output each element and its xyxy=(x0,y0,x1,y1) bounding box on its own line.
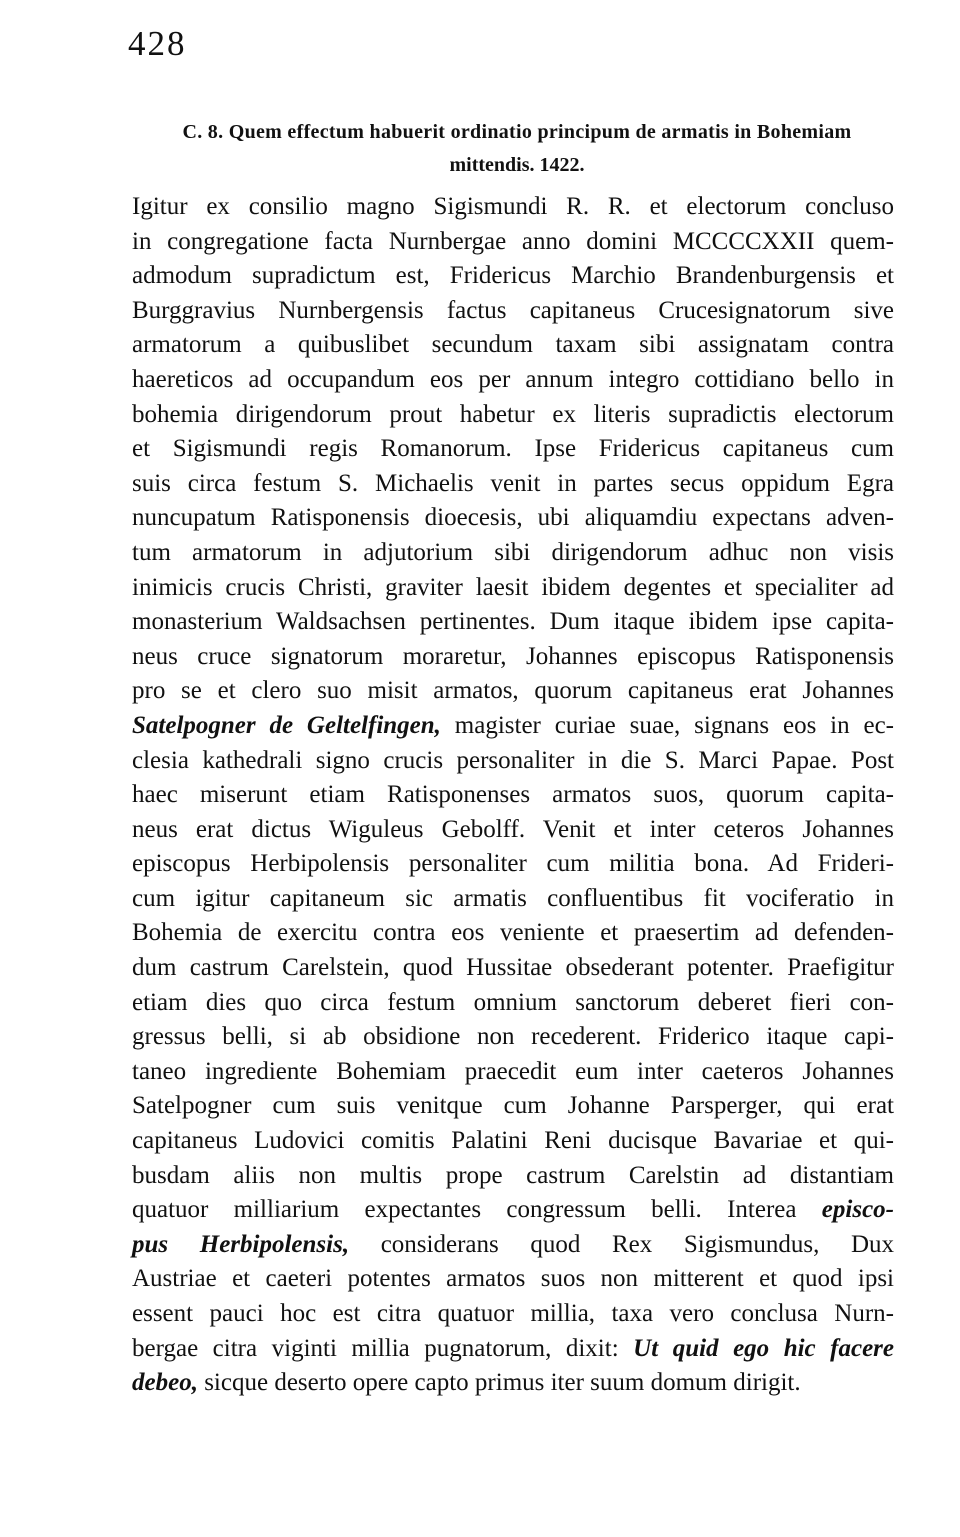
text-line xyxy=(132,916,894,951)
text-run: in congregatione facta Nurnbergae anno domini MCCCCXXII quem- xyxy=(132,227,894,255)
text-run: cum igitur capitaneum sic armatis confluentibus fit vociferatio in xyxy=(132,884,894,912)
text-run: dum castrum Carelstein, quod Hussitae obsederant potenter. Praefigitur xyxy=(132,954,894,982)
text-run: haereticos ad occupandum eos per annum integro cottidiano bello in xyxy=(132,365,894,393)
text-run: clesia kathedrali signo crucis personaliter in die S. Marci Papae. Post xyxy=(132,746,894,774)
text-line xyxy=(132,951,894,986)
text-run: considerans quod Rex Sigismundus, Dux xyxy=(349,1230,894,1258)
text-line xyxy=(132,1297,894,1332)
text-line xyxy=(132,986,894,1021)
text-line xyxy=(132,744,894,779)
text-line xyxy=(132,1124,894,1159)
text-line xyxy=(132,225,894,260)
text-run: admodum supradictum est, Fridericus Marchio Brandenburgensis et xyxy=(132,262,894,290)
text-line xyxy=(132,882,894,917)
text-line xyxy=(132,1089,894,1124)
text-line xyxy=(132,640,894,675)
text-run: suis circa festum S. Michaelis venit in partes secus oppidum Egra xyxy=(132,469,894,497)
text-line xyxy=(132,294,894,329)
italic-text-run: debeo, xyxy=(132,1369,198,1397)
text-line xyxy=(132,501,894,536)
text-line xyxy=(132,467,894,502)
text-line xyxy=(132,190,894,225)
text-run: magister curiae suae, signans eos in ec- xyxy=(440,711,894,739)
text-run: armatorum a quibuslibet secundum taxam sibi assignatam contra xyxy=(132,331,894,359)
text-line xyxy=(132,536,894,571)
text-run: busdam aliis non multis prope castrum Carelstin ad distantiam xyxy=(132,1161,894,1189)
text-line xyxy=(132,398,894,433)
text-run: et Sigismundi regis Romanorum. Ipse Fridericus capitaneus cum xyxy=(132,435,894,463)
text-run: neus erat dictus Wiguleus Gebolff. Venit et inter ceteros Johannes xyxy=(132,815,894,843)
italic-text-run: Satelpogner de Geltelfingen, xyxy=(132,711,441,739)
text-run: sicque deserto opere capto primus iter suum domum dirigit. xyxy=(197,1369,801,1397)
text-run: taneo ingrediente Bohemiam praecedit eum inter caeteros Johannes xyxy=(132,1057,894,1085)
text-line xyxy=(132,1366,894,1401)
heading-line: C. 8. Quem effectum habuerit ordinatio principum de armatis in Bohemiam xyxy=(182,121,852,143)
text-line xyxy=(132,363,894,398)
text-run: monasterium Waldsachsen pertinentes. Dum itaque ibidem ipse capita- xyxy=(132,608,894,636)
body-text xyxy=(132,190,894,1401)
chapter-heading xyxy=(132,116,902,182)
text-run: Satelpogner cum suis venitque cum Johanne Parsperger, qui erat xyxy=(132,1092,894,1120)
text-line xyxy=(132,1228,894,1263)
text-run: inimicis crucis Christi, graviter laesit ibidem degentes et specialiter ad xyxy=(132,573,894,601)
italic-text-run: pus Herbipolensis, xyxy=(132,1230,350,1258)
text-line xyxy=(132,605,894,640)
text-run: essent pauci hoc est citra quatuor millia, taxa vero conclusa Nurn- xyxy=(132,1300,894,1327)
text-run: Austriae et caeteri potentes armatos suos non mitterent et quod ipsi xyxy=(132,1265,894,1293)
text-line xyxy=(132,571,894,606)
italic-text-run: Ut quid ego hic facere xyxy=(633,1334,894,1362)
text-line xyxy=(132,432,894,467)
text-line xyxy=(132,813,894,848)
text-run: tum armatorum in adjutorium sibi dirigendorum adhuc non visis xyxy=(132,538,894,566)
italic-text-run: episco- xyxy=(821,1196,894,1224)
text-run: neus cruce signatorum moraretur, Johannes episcopus Ratisponensis xyxy=(132,642,894,670)
text-run: episcopus Herbipolensis personaliter cum militia bona. Ad Frideri- xyxy=(132,850,894,878)
text-run: gressus belli, si ab obsidione non recederent. Friderico itaque capi- xyxy=(132,1023,894,1051)
text-line xyxy=(132,1332,894,1367)
text-line xyxy=(132,1159,894,1194)
text-line xyxy=(132,1193,894,1228)
text-run: haec miserunt etiam Ratisponenses armatos suos, quorum capita- xyxy=(132,781,894,809)
text-run: quatuor milliarium expectantes congressum belli. Interea xyxy=(132,1196,822,1224)
text-run: Burggravius Nurnbergensis factus capitaneus Crucesignatorum sive xyxy=(132,296,894,324)
text-line xyxy=(132,1055,894,1090)
text-run: pro se et clero suo misit armatos, quorum capitaneus erat Johannes xyxy=(132,677,894,705)
text-run: bergae citra viginti millia pugnatorum, dixit: xyxy=(132,1334,634,1362)
text-line xyxy=(132,328,894,363)
text-line xyxy=(132,674,894,709)
text-run: Igitur ex consilio magno Sigismundi R. R. et electorum concluso xyxy=(132,193,894,220)
text-run: capitaneus Ludovici comitis Palatini Reni ducisque Bavariae et qui- xyxy=(132,1127,894,1155)
text-run: etiam dies quo circa festum omnium sanctorum deberet fieri con- xyxy=(132,988,894,1016)
text-run: bohemia dirigendorum prout habetur ex literis supradictis electorum xyxy=(132,400,894,428)
text-line xyxy=(132,778,894,813)
text-run: nuncupatum Ratisponensis dioecesis, ubi aliquamdiu expectans adven- xyxy=(132,504,894,532)
text-line xyxy=(132,1020,894,1055)
text-line xyxy=(132,709,894,744)
text-line xyxy=(132,259,894,294)
text-run: Bohemia de exercitu contra eos veniente et praesertim ad defenden- xyxy=(132,919,894,947)
page-number: 428 xyxy=(128,24,187,63)
text-line xyxy=(132,1262,894,1297)
heading-line: mittendis. 1422. xyxy=(449,154,585,176)
text-line xyxy=(132,847,894,882)
